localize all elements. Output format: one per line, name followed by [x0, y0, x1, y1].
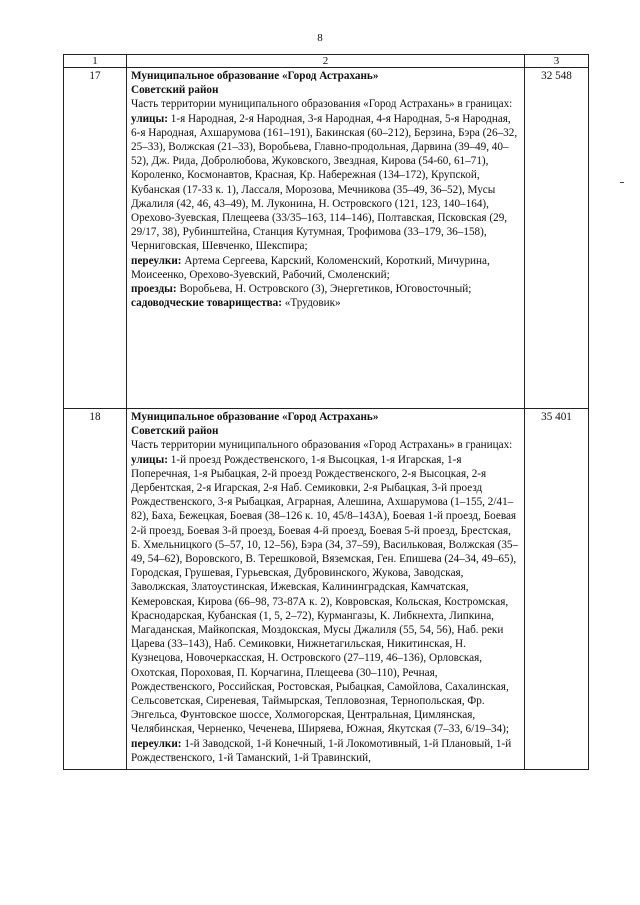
page-number: 8	[317, 32, 323, 44]
streets-list: 1-й проезд Рождественского, 1-я Высоцкая, 1-я Игарская, 1-я Поперечная, 1-я Рыбацкая, 2-й проезд Рождественского, 2-я Высоцкая, 2-я Дербентская, 2-я Игарская, 2-я Наб. Семиковки, 2-я Рыбацкая, 3-й проезд Рождественского, 3-я Рыбацкая, Аграрная, Алешина, Ахшарумова (1–155, 2/41–82), Баха, Бежецкая, Боевая (38–126 к. 10, 45/8–143А), Боевая 1-й проезд, Боевая 2-й проезд, Боевая 3-й проезд, Боевая 4-й проезд, Боевая 5-й проезд, Брестская, Б. Хмельницкого (5–57, 10, 12–56), Бэра (34, 37–59), Васильковая, Волжская (35–49, 54–62), Воровского, В. Терешковой, Вяземская, Ген. Епишева (24–34, 49–65), Городская, Грушевая, Гурьевская, Дубровинского, Жукова, Заводская, Заволжская, Златоустинская, Ижевская, Калининградская, Камчатская, Кемеровская, Кирова (66–98, 73-87А к. 2), Ковровская, Кольская, Костромская, Краснодарская, Кубанская (1, 5, 2–72), Курмангазы, К. Либкнехта, Липкина, Магаданская, Майкопская, Моздокская, Мусы Джалиля (55, 54, 56), Наб. реки Царева (33–143), Наб. Семиковки, Нижнетагильская, Никитинская, Н. Кузнецова, Новочеркасская, Н. Островского (27–119, 46–136), Орловская, Охотская, Пороховая, П. Корчагина, Плещеева (30–110), Речная, Рождественского, Российская, Ростовская, Рыбацкая, Самойлова, Сахалинская, Сельсоветская, Сиреневая, Таймырская, Тепловозная, Тернопольская, Фр. Энгельса, Фунтовское шоссе, Холмогорская, Центральная, Цимлянская, Челябинская, Черненко, Чеченева, Ширяева, Южная, Якутская (7–33, 6/19–34);	[131, 453, 519, 736]
streets-block	[131, 112, 520, 254]
district-area: Советский район	[131, 425, 219, 438]
gardens-list: «Трудовик»	[281, 297, 341, 310]
districts-table	[63, 54, 589, 770]
table-row	[64, 409, 589, 770]
district-title: Муниципальное образование «Город Астрахань»	[131, 70, 379, 82]
district-number: 18	[64, 409, 127, 770]
population-value: 32 548	[525, 68, 589, 409]
streets-block	[131, 453, 520, 737]
district-area: Советский район	[131, 84, 219, 97]
lanes-list: Артема Сергеева, Карский, Коломенский, Короткий, Мичурина, Моисеенко, Орехово-Зуевский, Рабочий, Смоленский;	[131, 254, 490, 281]
streets-label: улицы:	[131, 453, 168, 466]
district-intro: Часть территории муниципального образования «Город Астрахань» в границах:	[131, 439, 513, 452]
header-col-2: 2	[127, 55, 525, 68]
passages-label: проезды:	[131, 283, 177, 296]
district-number: 17	[64, 68, 127, 409]
table-header-row	[64, 55, 589, 68]
streets-list: 1-я Народная, 2-я Народная, 3-я Народная, 4-я Народная, 5-я Народная, 6-я Народная, Ахшарумова (161–191), Бакинская (60–212), Берзина, Бэра (26–32, 25–33), Волжская (21–33), Воробьева, Главно-продольная, Дарвина (39–49, 40–52), Дж. Рида, Добролюбова, Жуковского, Звездная, Кирова (54-60, 61–71), Короленко, Космонавтов, Красная, Кр. Набережная (134–172), Крупской, Кубанская (17-33 к. 1), Лассаля, Морозова, Мечникова (35–49, 36–52), Мусы Джалиля (42, 46, 43–49), М. Луконина, Н. Островского (121, 123, 140–164), Орехово-Зуевская, Плещеева (33/35–163, 114–146), Полтавская, Псковская (29, 29/17, 38), Рубинштейна, Станция Кутумная, Трофимова (33–179, 36–158), Черниговская, Шевченко, Шекспира;	[131, 112, 518, 253]
district-intro: Часть территории муниципального образования «Город Астрахань» в границах:	[131, 98, 513, 111]
streets-label: улицы:	[131, 112, 168, 125]
passages-block	[131, 282, 520, 296]
table-row	[64, 68, 589, 409]
lanes-block	[131, 254, 520, 282]
gardens-block	[131, 296, 520, 310]
gardens-label: садоводческие товарищества:	[131, 297, 282, 310]
district-title: Муниципальное образование «Город Астрахань»	[131, 411, 379, 423]
lanes-label: переулки:	[131, 737, 182, 750]
margin-mark	[620, 182, 624, 183]
population-value: 35 401	[525, 409, 589, 770]
district-description	[127, 68, 525, 409]
lanes-list: 1-й Заводской, 1-й Конечный, 1-й Локомотивный, 1-й Плановый, 1-й Рождественского, 1-й Таманский, 1-й Травинский,	[131, 737, 512, 764]
district-description	[127, 409, 525, 770]
header-col-3: 3	[525, 55, 589, 68]
passages-list: Воробьева, Н. Островского (3), Энергетиков, Юговосточный;	[176, 283, 472, 296]
lanes-label: переулки:	[131, 254, 182, 267]
header-col-1: 1	[64, 55, 127, 68]
lanes-block	[131, 737, 520, 765]
